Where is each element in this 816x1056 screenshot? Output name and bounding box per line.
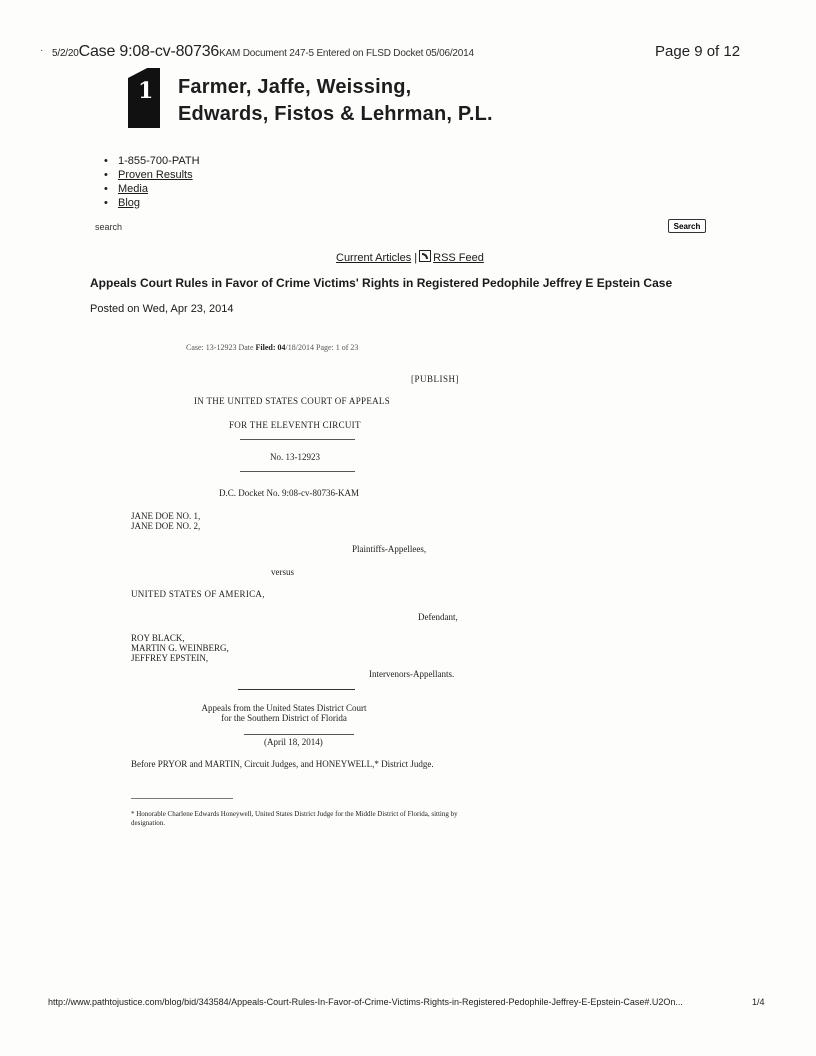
intervenor-3: JEFFREY EPSTEIN, bbox=[131, 653, 209, 663]
firm-logo-icon bbox=[128, 68, 160, 128]
plaintiff-1: JANE DOE NO. 1, bbox=[131, 511, 201, 521]
firm-name-line2: Edwards, Fistos & Lehrman, P.L. bbox=[178, 103, 493, 125]
blog-link[interactable]: Blog bbox=[118, 197, 141, 209]
appeals-line-2: for the Southern District of Florida bbox=[221, 713, 347, 723]
proven-results-link[interactable]: Proven Results bbox=[118, 169, 193, 181]
nav-item-proven-results[interactable] bbox=[104, 168, 200, 182]
rss-icon[interactable] bbox=[419, 250, 431, 262]
divider bbox=[240, 471, 355, 472]
intervenor-2: MARTIN G. WEINBERG, bbox=[131, 643, 229, 653]
footnote: * Honorable Charlene Edwards Honeywell, United States District Judge for the Middle District of Florida, sitting by designation. bbox=[131, 810, 458, 827]
footnote-divider bbox=[131, 798, 233, 799]
current-articles-link[interactable]: Current Articles bbox=[336, 252, 412, 264]
intervenor-1: ROY BLACK, bbox=[131, 633, 185, 643]
plaintiff-2: JANE DOE NO. 2, bbox=[131, 521, 201, 531]
media-link[interactable]: Media bbox=[118, 183, 148, 195]
article-headline: Appeals Court Rules in Favor of Crime Victims' Rights in Registered Pedophile Jeffrey E Epstein Case bbox=[90, 276, 673, 290]
print-footer-page: 1/4 bbox=[752, 997, 765, 1007]
case-header-filed: Filed: 04 bbox=[255, 343, 286, 352]
case-header-prefix: Case: 13-12923 Date bbox=[186, 343, 256, 352]
publish-label: [PUBLISH] bbox=[411, 374, 460, 384]
site-nav bbox=[104, 154, 200, 210]
feed-bar bbox=[336, 250, 484, 264]
defendant-name: UNITED STATES OF AMERICA, bbox=[131, 589, 265, 599]
bullet-mark: · bbox=[40, 45, 44, 56]
plaintiffs-role: Plaintiffs-Appellees, bbox=[352, 544, 427, 554]
phone-number: 1-855-700-PATH bbox=[118, 155, 200, 167]
opinion-case-header bbox=[186, 343, 358, 352]
plaintiffs bbox=[131, 511, 200, 531]
appeals-from bbox=[200, 703, 368, 723]
feed-separator: | bbox=[414, 252, 418, 264]
nav-item-media[interactable] bbox=[104, 182, 200, 196]
firm-name-line1: Farmer, Jaffe, Weissing, bbox=[178, 76, 412, 98]
nav-item-blog[interactable] bbox=[104, 196, 200, 210]
firm-name bbox=[178, 74, 493, 128]
court-page-label: Page 9 of 12 bbox=[655, 43, 741, 60]
stamp-date: 5/2/20 bbox=[52, 48, 79, 59]
court-stamp bbox=[52, 43, 474, 61]
panel-judges: Before PRYOR and MARTIN, Circuit Judges, and HONEYWELL,* District Judge. bbox=[131, 759, 434, 769]
appeal-number: No. 13-12923 bbox=[270, 452, 320, 462]
versus: versus bbox=[271, 567, 294, 577]
defendant-role: Defendant, bbox=[418, 612, 458, 622]
divider bbox=[244, 734, 354, 735]
intervenors-role: Intervenors-Appellants. bbox=[369, 669, 455, 679]
search-button[interactable]: Search bbox=[668, 219, 706, 233]
court-name-line2: FOR THE ELEVENTH CIRCUIT bbox=[229, 420, 361, 430]
posted-date: Posted on Wed, Apr 23, 2014 bbox=[90, 303, 234, 315]
divider bbox=[240, 439, 355, 440]
docket-number: D.C. Docket No. 9:08-cv-80736-KAM bbox=[219, 488, 359, 498]
print-footer-url: http://www.pathtojustice.com/blog/bid/343584/Appeals-Court-Rules-In-Favor-of-Crime-Victims-Rights-in-Registered-Pedophile-Jeffrey-E-Epstein-Case#.U2On... bbox=[48, 997, 683, 1007]
opinion-date: (April 18, 2014) bbox=[264, 737, 323, 747]
intervenors bbox=[131, 633, 229, 663]
case-header-suffix: /18/2014 Page: 1 of 23 bbox=[285, 343, 359, 352]
nav-item-phone bbox=[104, 154, 200, 168]
divider bbox=[238, 689, 355, 690]
case-number: Case 9:08-cv-80736 bbox=[78, 43, 220, 60]
rss-feed-link[interactable]: RSS Feed bbox=[433, 252, 484, 264]
logo-glyph: 1 bbox=[138, 78, 154, 104]
appeals-line-1: Appeals from the United States District Court bbox=[201, 703, 367, 713]
stamp-overprint: KAM Document 247-5 Entered on FLSD Docket 05/06/2014 bbox=[219, 48, 474, 59]
search-label: search bbox=[95, 222, 123, 232]
court-name-line1: IN THE UNITED STATES COURT OF APPEALS bbox=[194, 396, 391, 406]
